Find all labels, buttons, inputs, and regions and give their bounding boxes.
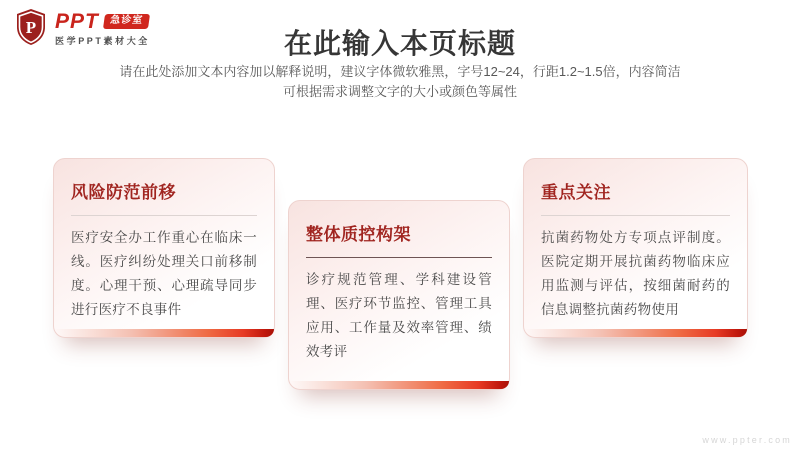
card-risk-prevention <box>53 158 275 338</box>
card-title: 风险防范前移 <box>71 183 176 202</box>
card-divider <box>71 215 257 216</box>
card-quality-control <box>288 200 510 390</box>
card-accent-bar <box>54 329 274 337</box>
subtitle-line-2: 可根据需求调整文字的大小或颜色等属性 <box>282 84 517 100</box>
card-divider <box>306 257 492 258</box>
card-title: 重点关注 <box>541 183 611 202</box>
brand-name: PPT <box>55 10 99 33</box>
card-accent-bar <box>289 381 509 389</box>
page-subtitle <box>0 62 800 102</box>
card-accent-bar <box>524 329 747 337</box>
watermark-url: www.ppter.com <box>702 435 792 445</box>
card-key-focus <box>523 158 748 338</box>
card-divider <box>541 215 730 216</box>
subtitle-line-1: 请在此处添加文本内容加以解释说明，建议字体微软雅黑，字号12~24，行距1.2~1.5倍，内容简洁 <box>119 64 681 79</box>
card-body: 诊疗规范管理、学科建设管理、医疗环节监控、管理工具应用、工作量及效率管理、绩效考评 <box>306 272 492 360</box>
card-body: 医疗安全办工作重心在临床一线。医疗纠纷处理关口前移制度。心理干预、心理疏导同步进行医疗不良事件 <box>71 230 257 318</box>
brand-badge: 急诊室 <box>103 14 150 29</box>
brand-tagline: 医学PPT素材大全 <box>55 36 150 46</box>
card-body: 抗菌药物处方专项点评制度。医院定期开展抗菌药物临床应用监测与评估，按细菌耐药的信息调整抗菌药物使用 <box>541 230 730 318</box>
page-title: 在此输入本页标题 <box>283 28 516 59</box>
card-title: 整体质控构架 <box>306 225 411 244</box>
shield-letter: P <box>25 18 37 37</box>
